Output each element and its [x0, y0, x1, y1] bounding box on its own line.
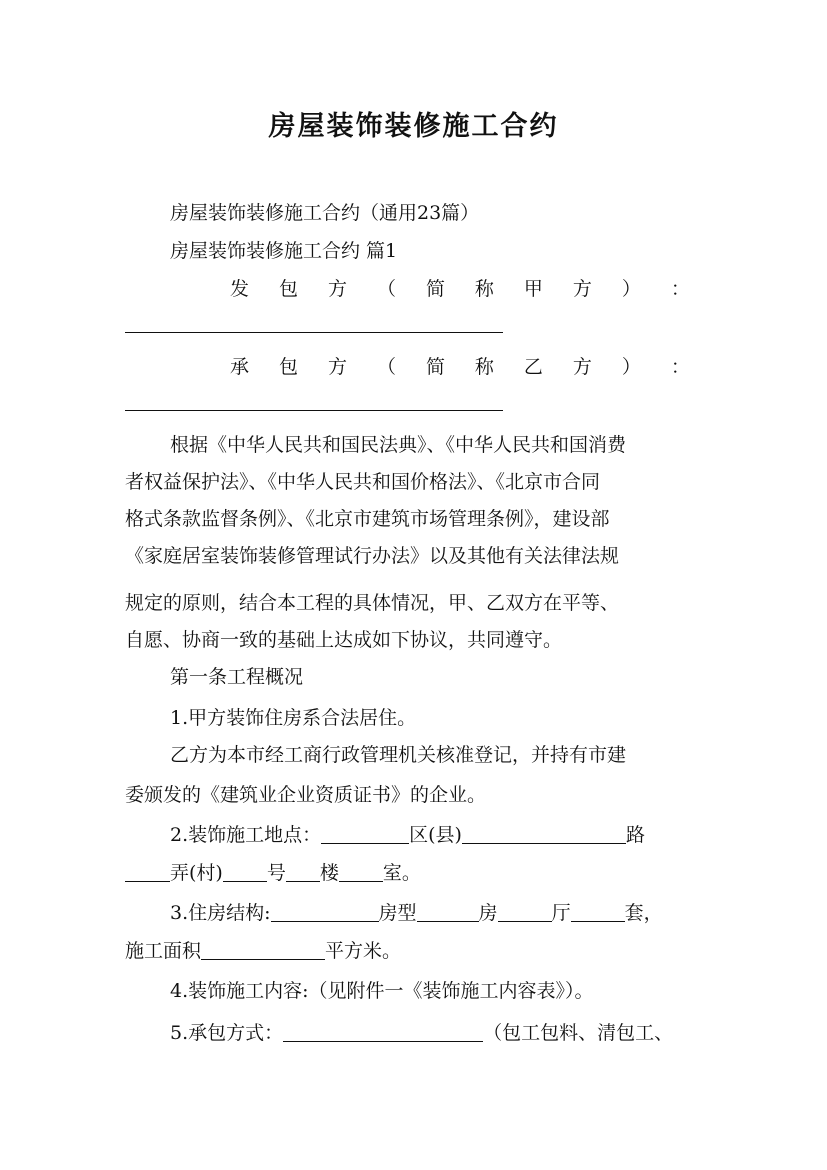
party-b-char: （: [376, 356, 396, 378]
party-a-char: 甲: [523, 278, 543, 300]
party-b-char: ）: [621, 356, 641, 378]
item-5-line: [170, 1020, 673, 1046]
area-label: 施工面积: [125, 940, 202, 962]
item-3-label: 3.住房结构:: [170, 902, 271, 924]
paragraph-line: 根据《中华人民共和国民法典》、《中华人民共和国消费: [170, 434, 627, 456]
party-b-char: 乙: [523, 356, 543, 378]
paragraph-line: 自愿、协商一致的基础上达成如下协议，共同遵守。: [125, 629, 563, 651]
number-blank[interactable]: [223, 861, 267, 882]
party-a-blank-line[interactable]: [125, 332, 503, 333]
suites-blank[interactable]: [571, 901, 625, 922]
party-b-char: 方: [572, 356, 592, 378]
party-a-char: 方: [572, 278, 592, 300]
party-a-char: 发: [230, 278, 250, 300]
item-2-line-2: [125, 860, 421, 886]
party-a-char: ：: [670, 278, 690, 300]
rooms-blank[interactable]: [417, 901, 479, 922]
paragraph-line: 《家庭居室装饰装修管理试行办法》以及其他有关法律法规: [125, 545, 620, 567]
road-label: 路: [625, 824, 645, 846]
item-1b-line: 乙方为本市经工商行政管理机关核准登记，并持有市建: [170, 744, 627, 766]
subtitle-line: 房屋装饰装修施工合约（通用23篇）: [170, 202, 480, 224]
halls-label: 厅: [551, 902, 571, 924]
structure-blank[interactable]: [271, 901, 379, 922]
item-3-line: [170, 900, 663, 926]
lane-label: 弄(村): [170, 862, 223, 884]
suites-label: 套，: [624, 902, 663, 924]
item-5-label: 5.承包方式：: [170, 1022, 284, 1044]
item-4: 4.装饰施工内容:（见附件一《装饰施工内容表》）。: [170, 980, 594, 1002]
contract-method-blank[interactable]: [283, 1021, 483, 1042]
house-type-label: 房型: [378, 902, 417, 924]
item-2-line: [170, 822, 645, 848]
party-a-line: [230, 276, 690, 302]
party-b-char: 包: [278, 356, 298, 378]
road-blank[interactable]: [462, 823, 626, 844]
item-1: 1.甲方装饰住房系合法居住。: [170, 707, 417, 729]
party-b-char: ：: [670, 356, 690, 378]
number-label: 号: [266, 862, 286, 884]
area-unit-label: 平方米。: [325, 940, 402, 962]
party-a-char: 称: [474, 278, 494, 300]
district-blank[interactable]: [321, 823, 409, 844]
building-label: 楼: [319, 862, 339, 884]
paragraph-line: 者权益保护法》、《中华人民共和国价格法》、《北京市合同: [125, 471, 601, 493]
party-a-char: 包: [278, 278, 298, 300]
rooms-label: 房: [478, 902, 498, 924]
article-heading: 房屋装饰装修施工合约 篇1: [170, 240, 398, 262]
party-a-char: 简: [425, 278, 445, 300]
party-a-char: 方: [327, 278, 347, 300]
paragraph-line: 规定的原则，结合本工程的具体情况，甲、乙双方在平等、: [125, 592, 620, 614]
party-b-line: [230, 354, 690, 380]
article-1-heading: 第一条工程概况: [170, 666, 304, 688]
area-blank[interactable]: [201, 939, 325, 960]
paragraph-line: 格式条款监督条例》、《北京市建筑市场管理条例》，建设部: [125, 508, 610, 530]
item-2-label: 2.装饰施工地点：: [170, 824, 322, 846]
district-label: 区(县): [409, 824, 462, 846]
lane-blank[interactable]: [125, 861, 170, 882]
party-b-blank-line[interactable]: [125, 410, 503, 411]
party-b-char: 方: [327, 356, 347, 378]
item-3-line-2: [125, 938, 401, 964]
party-a-char: （: [376, 278, 396, 300]
document-title: 房屋装饰装修施工合约: [268, 111, 559, 142]
contract-method-options: （包工包料、清包工、: [483, 1022, 674, 1044]
halls-blank[interactable]: [498, 901, 552, 922]
party-b-char: 承: [230, 356, 250, 378]
party-b-char: 称: [474, 356, 494, 378]
room-label: 室。: [382, 862, 421, 884]
party-a-char: ）: [621, 278, 641, 300]
party-b-char: 简: [425, 356, 445, 378]
item-1b-line: 委颁发的《建筑业企业资质证书》的企业。: [125, 784, 487, 806]
room-blank[interactable]: [339, 861, 383, 882]
building-blank[interactable]: [286, 861, 320, 882]
